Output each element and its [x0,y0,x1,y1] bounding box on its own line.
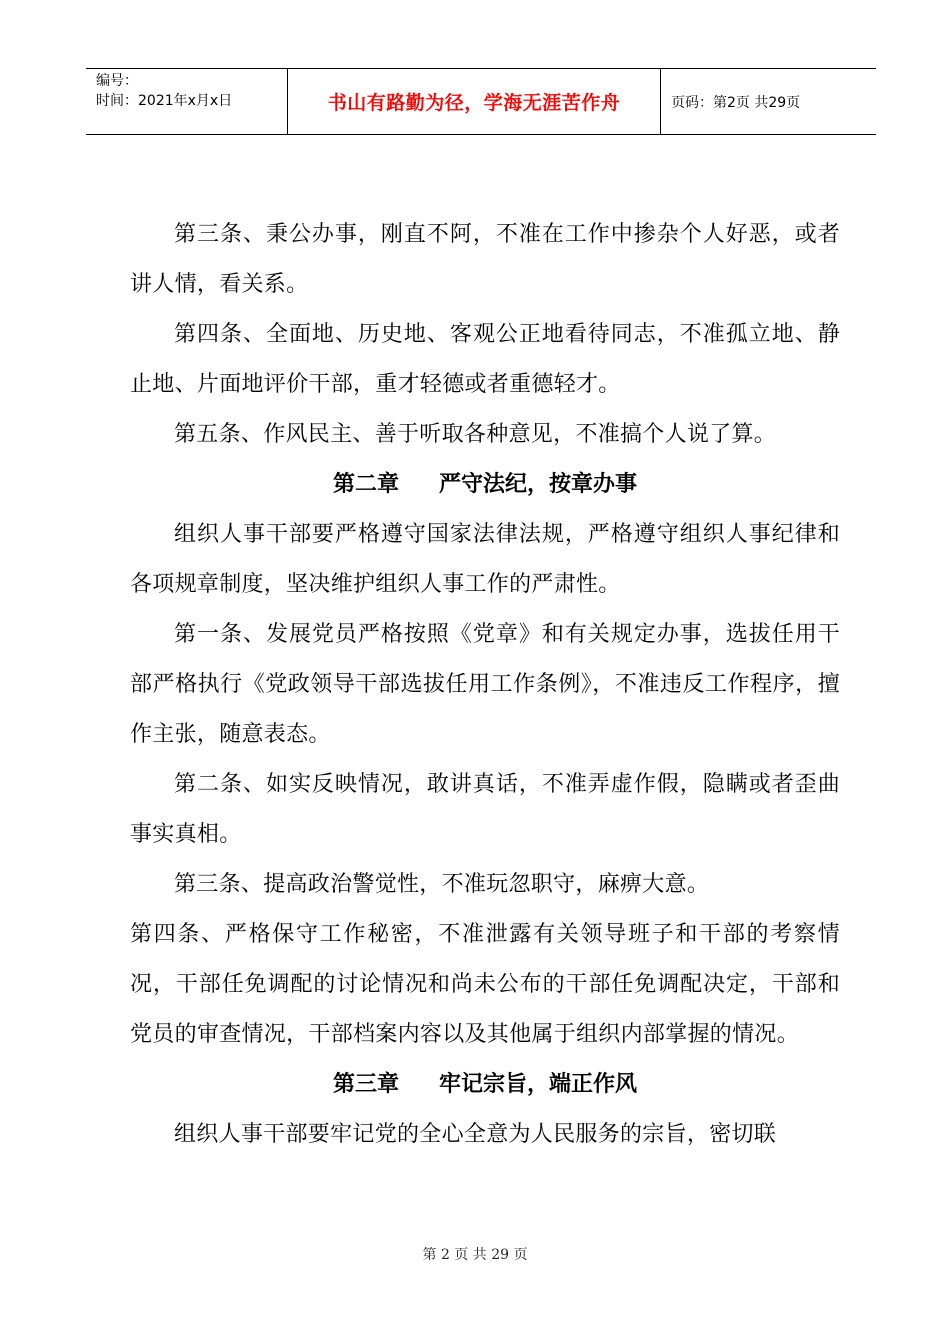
chapter-heading [130,1060,840,1110]
paragraph: 第四条、严格保守工作秘密，不准泄露有关领导班子和干部的考察情况，干部任免调配的讨论情况和尚未公布的干部任免调配决定，干部和党员的审查情况，干部档案内容以及其他属于组织内部掌握的情况。 [130,922,840,1047]
header-time: 时间：2021年x月x日 [96,93,233,109]
header-page-number: 页码：第2页 共29页 [671,94,801,111]
paragraph: 组织人事干部要牢记党的全心全意为人民服务的宗旨，密切联 [174,1122,777,1147]
header-number: 编号： [96,73,138,89]
document-body [130,210,840,1160]
paragraph: 组织人事干部要严格遵守国家法律法规，严格遵守组织人事纪律和各项规章制度，坚决维护组织人事工作的严肃性。 [130,522,840,597]
chapter-number: 第二章 [332,472,399,497]
header-meta [86,69,288,134]
paragraph: 第一条、发展党员严格按照《党章》和有关规定办事，选拔任用干部严格执行《党政领导干部选拔任用工作条例》，不准违反工作程序，擅作主张，随意表态。 [130,622,840,747]
paragraph: 第三条、秉公办事，刚直不阿，不准在工作中掺杂个人好恶，或者讲人情，看关系。 [130,222,840,297]
chapter-number: 第三章 [332,1072,399,1097]
page-footer: 第 2 页 共 29 页 [422,1247,528,1263]
page-header [86,68,876,135]
chapter-heading [130,460,840,510]
paragraph: 第五条、作风民主、善于听取各种意见，不准搞个人说了算。 [174,422,777,447]
paragraph: 第三条、提高政治警觉性，不准玩忽职守，麻痹大意。 [174,872,710,897]
header-motto: 书山有路勤为径，学海无涯苦作舟 [288,69,661,134]
paragraph: 第二条、如实反映情况，敢讲真话，不准弄虚作假，隐瞒或者歪曲事实真相。 [130,772,840,847]
chapter-title: 牢记宗旨，端正作风 [439,1072,638,1097]
chapter-title: 严守法纪，按章办事 [439,472,638,497]
paragraph: 第四条、全面地、历史地、客观公正地看待同志，不准孤立地、静止地、片面地评价干部，重才轻德或者重德轻才。 [130,322,840,397]
